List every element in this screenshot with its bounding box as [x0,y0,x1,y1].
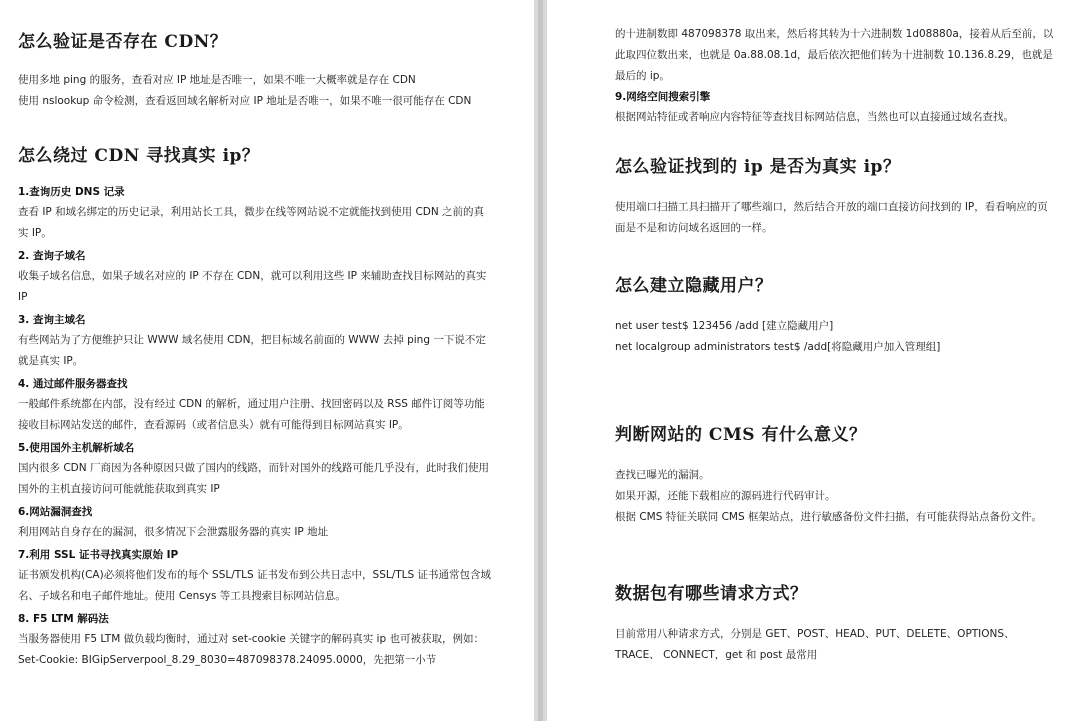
verify-cdn-title: 怎么验证是否存在 CDN？ [18,32,228,52]
section-5-text: 国内很多 CDN 厂商因为各种原因只做了国内的线路，而针对国外的线路可能几乎没有，此时我们使用国外的主机直接访问可能就能获取到真实 IP [18,462,489,495]
hidden-user-cmd-1: net user test$ 123456 /add [建立隐藏用户] [615,320,834,332]
section-4-text: 一般邮件系统都在内部，没有经过 CDN 的解析，通过用户注册、找回密码以及 RSS 邮件订阅等功能接收目标网站发送的邮件，查看源码（或者信息头）就有可能得到目标网站真实 IP。 [18,398,485,431]
section-9-text: 根据网站特征或者响应内容特征等查找目标网站信息，当然也可以直接通过域名查找。 [615,111,1014,123]
hidden-user-cmd-2: net localgroup administrators test$ /add[将隐藏用户加入管理组] [615,341,941,353]
page-divider [534,0,547,721]
verify-cdn-line-1: 使用多地 ping 的服务，查看对应 IP 地址是否唯一，如果不唯一大概率就是存在 CDN [18,74,416,86]
verify-real-ip-text: 使用端口扫描工具扫描开了哪些端口，然后结合开放的端口直接访问找到的 IP，看看响应的页面是不是和访问域名返回的一样。 [615,201,1048,234]
request-methods-title: 数据包有哪些请求方式？ [615,584,808,604]
section-2-text: 收集子域名信息，如果子域名对应的 IP 不存在 CDN，就可以利用这些 IP 来辅助查找目标网站的真实 IP [18,270,487,303]
section-4-heading: 4. 通过邮件服务器查找 [18,378,128,390]
cms-line-3: 根据 CMS 特征关联同 CMS 框架站点，进行敏感备份文件扫描，有可能获得站点备份文件。 [615,511,1042,523]
request-methods-text: 目前常用八种请求方式，分别是 GET、POST、HEAD、PUT、DELETE、OPTIONS、TRACE、 CONNECT，get 和 post 最常用 [615,628,1015,661]
hidden-user-title: 怎么建立隐藏用户？ [615,276,773,296]
section-3-heading: 3. 查询主域名 [18,314,86,326]
cms-title: 判断网站的 CMS 有什么意义？ [615,425,867,445]
right-page [547,0,1080,721]
section-3-text: 有些网站为了方便维护只让 WWW 域名使用 CDN，把目标域名前面的 WWW 去掉 ping 一下说不定就是真实 IP。 [18,334,486,367]
section-8-continuation: 的十进制数即 487098378 取出来，然后将其转为十六进制数 1d08880a，接着从后至前，以此取四位数出来，也就是 0a.88.08.1d，最后依次把他们转为十进制数 10.136.8.29，也就是最后的 ip。 [615,28,1054,82]
left-page [0,0,534,721]
section-2-heading: 2. 查询子域名 [18,250,86,262]
section-8-text: 当服务器使用 F5 LTM 做负载均衡时，通过对 set-cookie 关键字的解码真实 ip 也可被获取，例如：Set-Cookie: BIGipServerpool_8.29_8030=487098378.24095.0000，先把第一小节 [18,633,484,666]
section-6-text: 利用网站自身存在的漏洞，很多情况下会泄露服务器的真实 IP 地址 [18,526,329,538]
verify-cdn-line-2: 使用 nslookup 命令检测，查看返回域名解析对应 IP 地址是否唯一，如果不唯一很可能存在 CDN [18,95,472,107]
cms-line-1: 查找已曝光的漏洞。 [615,469,710,481]
section-8-heading: 8. F5 LTM 解码法 [18,613,109,625]
verify-real-ip-title: 怎么验证找到的 ip 是否为真实 ip？ [615,157,901,177]
section-7-text: 证书颁发机构(CA)必须将他们发布的每个 SSL/TLS 证书发布到公共日志中，SSL/TLS 证书通常包含域名、子域名和电子邮件地址。使用 Censys 等工具搜索目标网站信息。 [18,569,492,602]
section-1-heading: 1.查询历史 DNS 记录 [18,186,125,198]
section-6-heading: 6.网站漏洞查找 [18,506,93,518]
section-9-heading: 9.网络空间搜索引擎 [615,91,711,103]
cms-line-2: 如果开源，还能下载相应的源码进行代码审计。 [615,490,836,502]
section-7-heading: 7.利用 SSL 证书寻找真实原始 IP [18,549,179,561]
section-1-text: 查看 IP 和域名绑定的历史记录，利用站长工具，微步在线等网站说不定就能找到使用 CDN 之前的真实 IP。 [18,206,485,239]
section-5-heading: 5.使用国外主机解析域名 [18,442,135,454]
bypass-cdn-title: 怎么绕过 CDN 寻找真实 ip？ [18,146,260,166]
